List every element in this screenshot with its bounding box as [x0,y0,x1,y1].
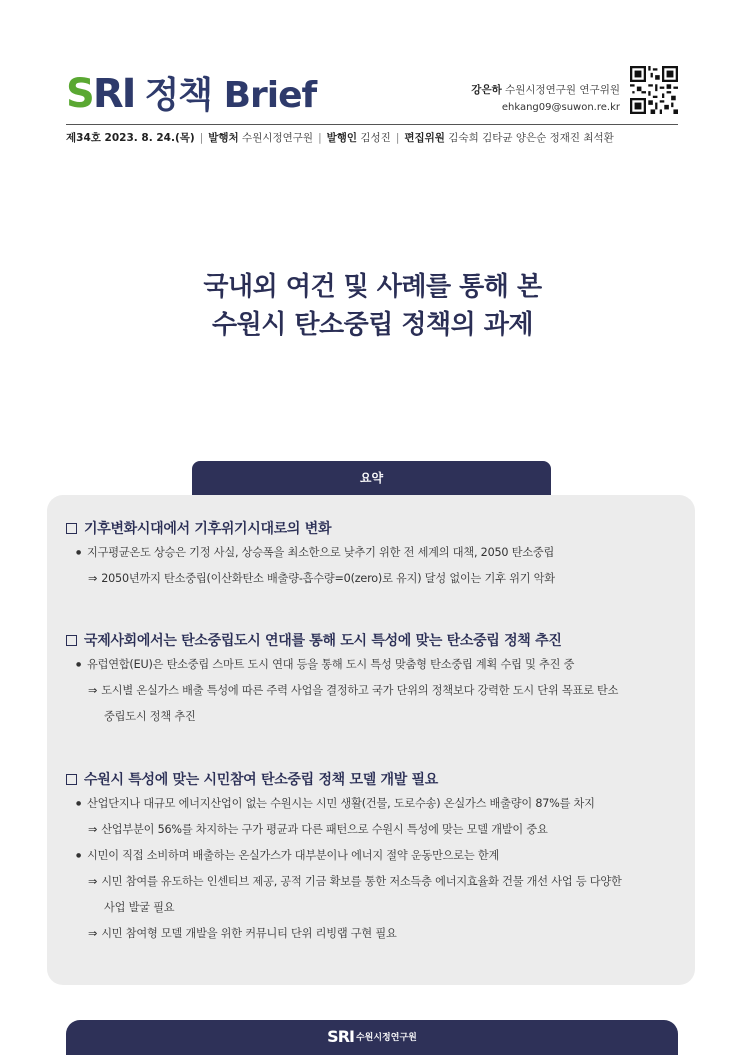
document-title [0,268,745,344]
section-heading: 기후변화시대에서 기후위기시대로의 변화 [66,518,555,540]
footer-logo [66,1027,678,1046]
arrow-item: ⇒ 2050년까지 탄소중립(이산화탄소 배출량-흡수량=0(zero)로 유지) 달성 없이는 기후 위기 악화 [88,572,555,585]
section-heading: 국제사회에서는 탄소중립도시 연대를 통해 도시 특성에 맞는 탄소중립 정책 추진 [66,630,618,652]
author-name: 강은하 [471,84,502,96]
summary-tab: 요약 [192,461,551,495]
implies-arrow-icon: ⇒ [88,572,98,585]
author-info [471,82,620,116]
arrow-item: ⇒ 도시별 온실가스 배출 특성에 따른 주력 사업을 결정하고 국가 단위의 정책보다 강력한 도시 단위 목표로 탄소 [88,684,619,697]
arrow-item-continuation: 중립도시 정책 추진 [104,710,196,723]
issuer: 김성진 [360,132,391,144]
editors: 김숙희 김타균 양은순 정재진 최석환 [448,132,614,144]
publisher: 수원시정연구원 [242,132,314,144]
checkbox-square-icon [66,523,77,534]
checkbox-square-icon [66,635,77,646]
footer-org-name: 수원시정연구원 [355,1033,417,1043]
bullet-item: ● 산업단지나 대규모 에너지산업이 없는 수원시는 시민 생활(건물, 도로수송) 온실가스 배출량이 87%를 차지 [66,791,622,817]
author-email: ehkang09@suwon.re.kr [501,102,620,113]
publisher-label: 발행처 [208,132,239,144]
arrow-item: ⇒ 산업부분이 56%를 차지하는 구가 평균과 다른 패턴으로 수원시 특성에 맞는 모델 개발이 중요 [88,823,548,836]
bullet-item: ● 시민이 직접 소비하며 배출하는 온실가스가 대부분이나 에너지 절약 운동만으로는 한계 [66,843,622,869]
arrow-item: ⇒ 시민 참여를 유도하는 인센티브 제공, 공적 기금 확보를 통한 저소득층 에너지효율화 건물 개선 사업 등 다양한 [88,875,622,888]
bullet-item: ● 지구평균온도 상승은 기정 사실, 상승폭을 최소한으로 낮추기 위한 전 세계의 대책, 2050 탄소중립 [66,540,555,566]
arrow-item-continuation: 사업 발굴 필요 [104,901,175,914]
page-footer [66,1020,678,1055]
header-divider [66,124,678,125]
editors-label: 편집위원 [404,132,445,144]
section-heading: 수원시 특성에 맞는 시민참여 탄소중립 정책 모델 개발 필요 [66,769,622,791]
summary-section-2 [66,630,618,730]
brief-title: 정책 Brief [144,75,317,116]
implies-arrow-icon: ⇒ [88,684,98,697]
sri-logo-mark: SRI [66,71,135,117]
bullet-item: ● 유럽연합(EU)은 탄소중립 스마트 도시 연대 등을 통해 도시 특성 맞춤형 탄소중립 계획 수립 및 추진 중 [66,652,618,678]
implies-arrow-icon: ⇒ [88,927,98,940]
arrow-item: ⇒ 시민 참여형 모델 개발을 위한 커뮤니티 단위 리빙랩 구현 필요 [88,927,397,940]
footer-sri-mark: SRI [327,1027,354,1046]
issuer-label: 발행인 [326,132,358,144]
sri-policy-brief-logo [66,72,316,118]
author-title: 수원시정연구원 연구위원 [505,84,620,96]
issue-number-date: 제34호 2023. 8. 24.(목) [66,132,195,144]
checkbox-square-icon [66,774,77,785]
summary-section-1 [66,518,555,592]
page-header [66,64,678,124]
summary-section-3 [66,769,622,947]
title-line-2: 수원시 탄소중립 정책의 과제 [211,310,534,340]
qr-code-icon [630,66,678,114]
title-line-1: 국내외 여건 및 사례를 통해 본 [203,272,542,302]
implies-arrow-icon: ⇒ [88,823,98,836]
implies-arrow-icon: ⇒ [88,875,98,888]
issue-info-line: 제34호 2023. 8. 24.(목) | 발행처 수원시정연구원 | 발행인 김성진 | 편집위원 김숙희 김타균 양은순 정재진 최석환 [66,132,614,144]
